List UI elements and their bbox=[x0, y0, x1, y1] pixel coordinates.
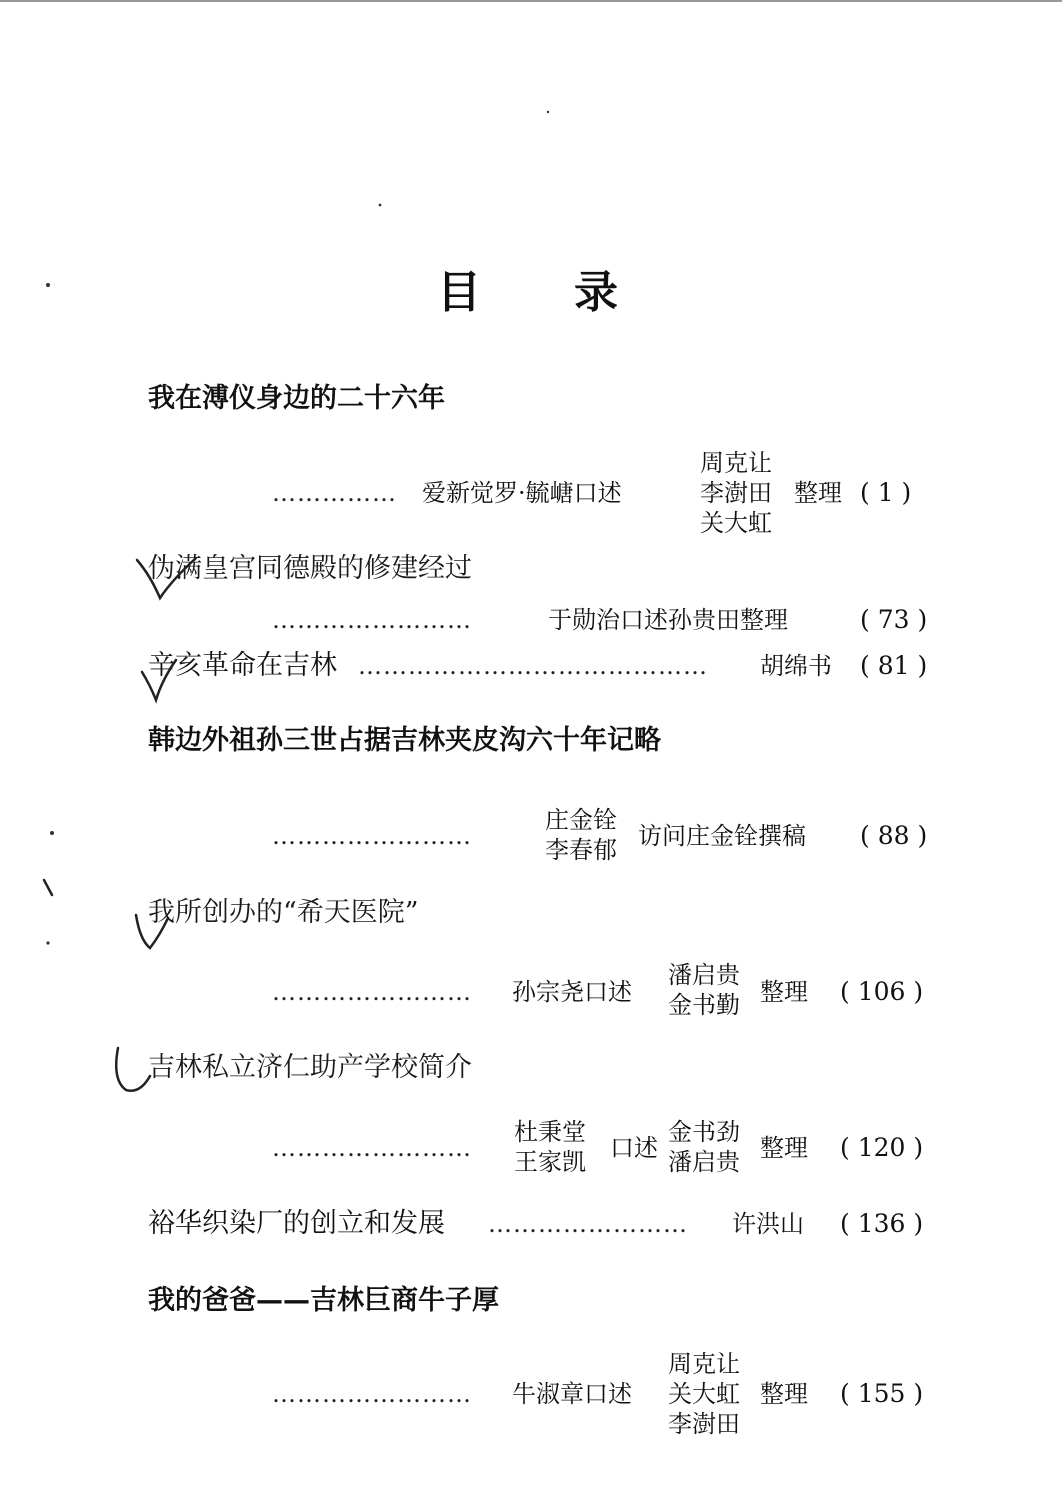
editor-name: 李澍田 bbox=[700, 479, 772, 507]
scan-top-edge bbox=[0, 0, 1062, 2]
editor-name: 金书勤 bbox=[668, 991, 740, 1019]
entry-3-credit: 胡绵书 bbox=[760, 652, 832, 680]
entry-6-page: ( 120 ) bbox=[840, 1133, 924, 1162]
leader-dots: …………………… bbox=[272, 822, 472, 850]
editor-name: 周克让 bbox=[700, 449, 772, 477]
entry-7-line bbox=[148, 1206, 948, 1242]
title-char-1: 目 bbox=[437, 267, 481, 318]
entry-8-line bbox=[272, 1376, 952, 1412]
entry-2-page: ( 73 ) bbox=[860, 605, 928, 634]
entry-4-heading: 韩边外祖孙三世占据吉林夹皮沟六十年记略 bbox=[148, 725, 661, 756]
editor-name: 关大虹 bbox=[668, 1380, 740, 1408]
leader-dots: …………………… bbox=[272, 978, 472, 1006]
entry-1-heading: 我在溥仪身边的二十六年 bbox=[148, 383, 445, 414]
entry-8-page: ( 155 ) bbox=[840, 1379, 924, 1408]
editor-name: 金书劲 bbox=[668, 1118, 740, 1146]
scan-speck bbox=[379, 204, 382, 207]
entry-5-narrator: 孙宗尧口述 bbox=[512, 978, 632, 1006]
entry-7-heading: 裕华织染厂的创立和发展 bbox=[148, 1208, 445, 1239]
entry-8-suffix: 整理 bbox=[760, 1380, 808, 1408]
entry-6-heading: 吉林私立济仁助产学校简介 bbox=[148, 1052, 472, 1083]
scan-speck bbox=[50, 831, 54, 835]
entry-6-line bbox=[272, 1130, 952, 1166]
entry-3-line bbox=[148, 648, 948, 684]
entry-8-heading: 我的爸爸——吉林巨商牛子厚 bbox=[148, 1285, 499, 1316]
author-name: 庄金铨 bbox=[545, 806, 617, 834]
pencil-stroke bbox=[44, 880, 52, 895]
editor-name: 李澍田 bbox=[668, 1410, 740, 1438]
leader-dots: …………………… bbox=[272, 1380, 472, 1408]
entry-1-suffix: 整理 bbox=[794, 479, 842, 507]
entry-7-page: ( 136 ) bbox=[840, 1209, 924, 1238]
entry-5-line bbox=[272, 974, 952, 1010]
scan-speck bbox=[547, 111, 549, 113]
entry-6-suffix: 整理 bbox=[760, 1134, 808, 1162]
narrator-name: 杜秉堂 bbox=[514, 1118, 586, 1146]
author-name: 李春郁 bbox=[545, 836, 617, 864]
editor-name: 潘启贵 bbox=[668, 1148, 740, 1176]
entry-5-heading: 我所创办的“希天医院” bbox=[148, 897, 419, 928]
entry-4-line bbox=[272, 818, 952, 854]
leader-dots: …………………………………… bbox=[358, 652, 708, 680]
entry-4-page: ( 88 ) bbox=[860, 821, 928, 850]
editor-name: 潘启贵 bbox=[668, 961, 740, 989]
leader-dots: …………………… bbox=[272, 1134, 472, 1162]
scan-speck bbox=[46, 941, 49, 944]
entry-4-credit: 访问庄金铨撰稿 bbox=[638, 822, 806, 850]
title-char-2: 录 bbox=[574, 267, 618, 318]
entry-5-suffix: 整理 bbox=[760, 978, 808, 1006]
entry-5-page: ( 106 ) bbox=[840, 977, 924, 1006]
entry-2-heading: 伪满皇宫同德殿的修建经过 bbox=[148, 553, 472, 584]
entry-2-line bbox=[272, 602, 952, 638]
entry-1-page: ( 1 ) bbox=[860, 478, 912, 507]
entry-2-credit: 于勋治口述孙贵田整理 bbox=[548, 606, 788, 634]
leader-dots: …………………… bbox=[272, 606, 472, 634]
bracket-mark bbox=[116, 1048, 150, 1091]
entry-8-narrator: 牛淑章口述 bbox=[512, 1380, 632, 1408]
entry-1-line bbox=[272, 475, 952, 511]
leader-dots: …………… bbox=[272, 479, 397, 507]
entry-7-credit: 许洪山 bbox=[732, 1210, 804, 1238]
entry-3-page: ( 81 ) bbox=[860, 651, 928, 680]
narrator-name: 王家凯 bbox=[514, 1148, 586, 1176]
editor-name: 关大虹 bbox=[700, 509, 772, 537]
leader-dots: …………………… bbox=[488, 1210, 688, 1238]
page-title bbox=[0, 265, 1062, 325]
entry-6-mid: 口述 bbox=[610, 1134, 658, 1162]
entry-3-heading: 辛亥革命在吉林 bbox=[148, 650, 337, 681]
editor-name: 周克让 bbox=[668, 1350, 740, 1378]
entry-1-narrator: 爱新觉罗·毓嵣口述 bbox=[422, 479, 622, 507]
